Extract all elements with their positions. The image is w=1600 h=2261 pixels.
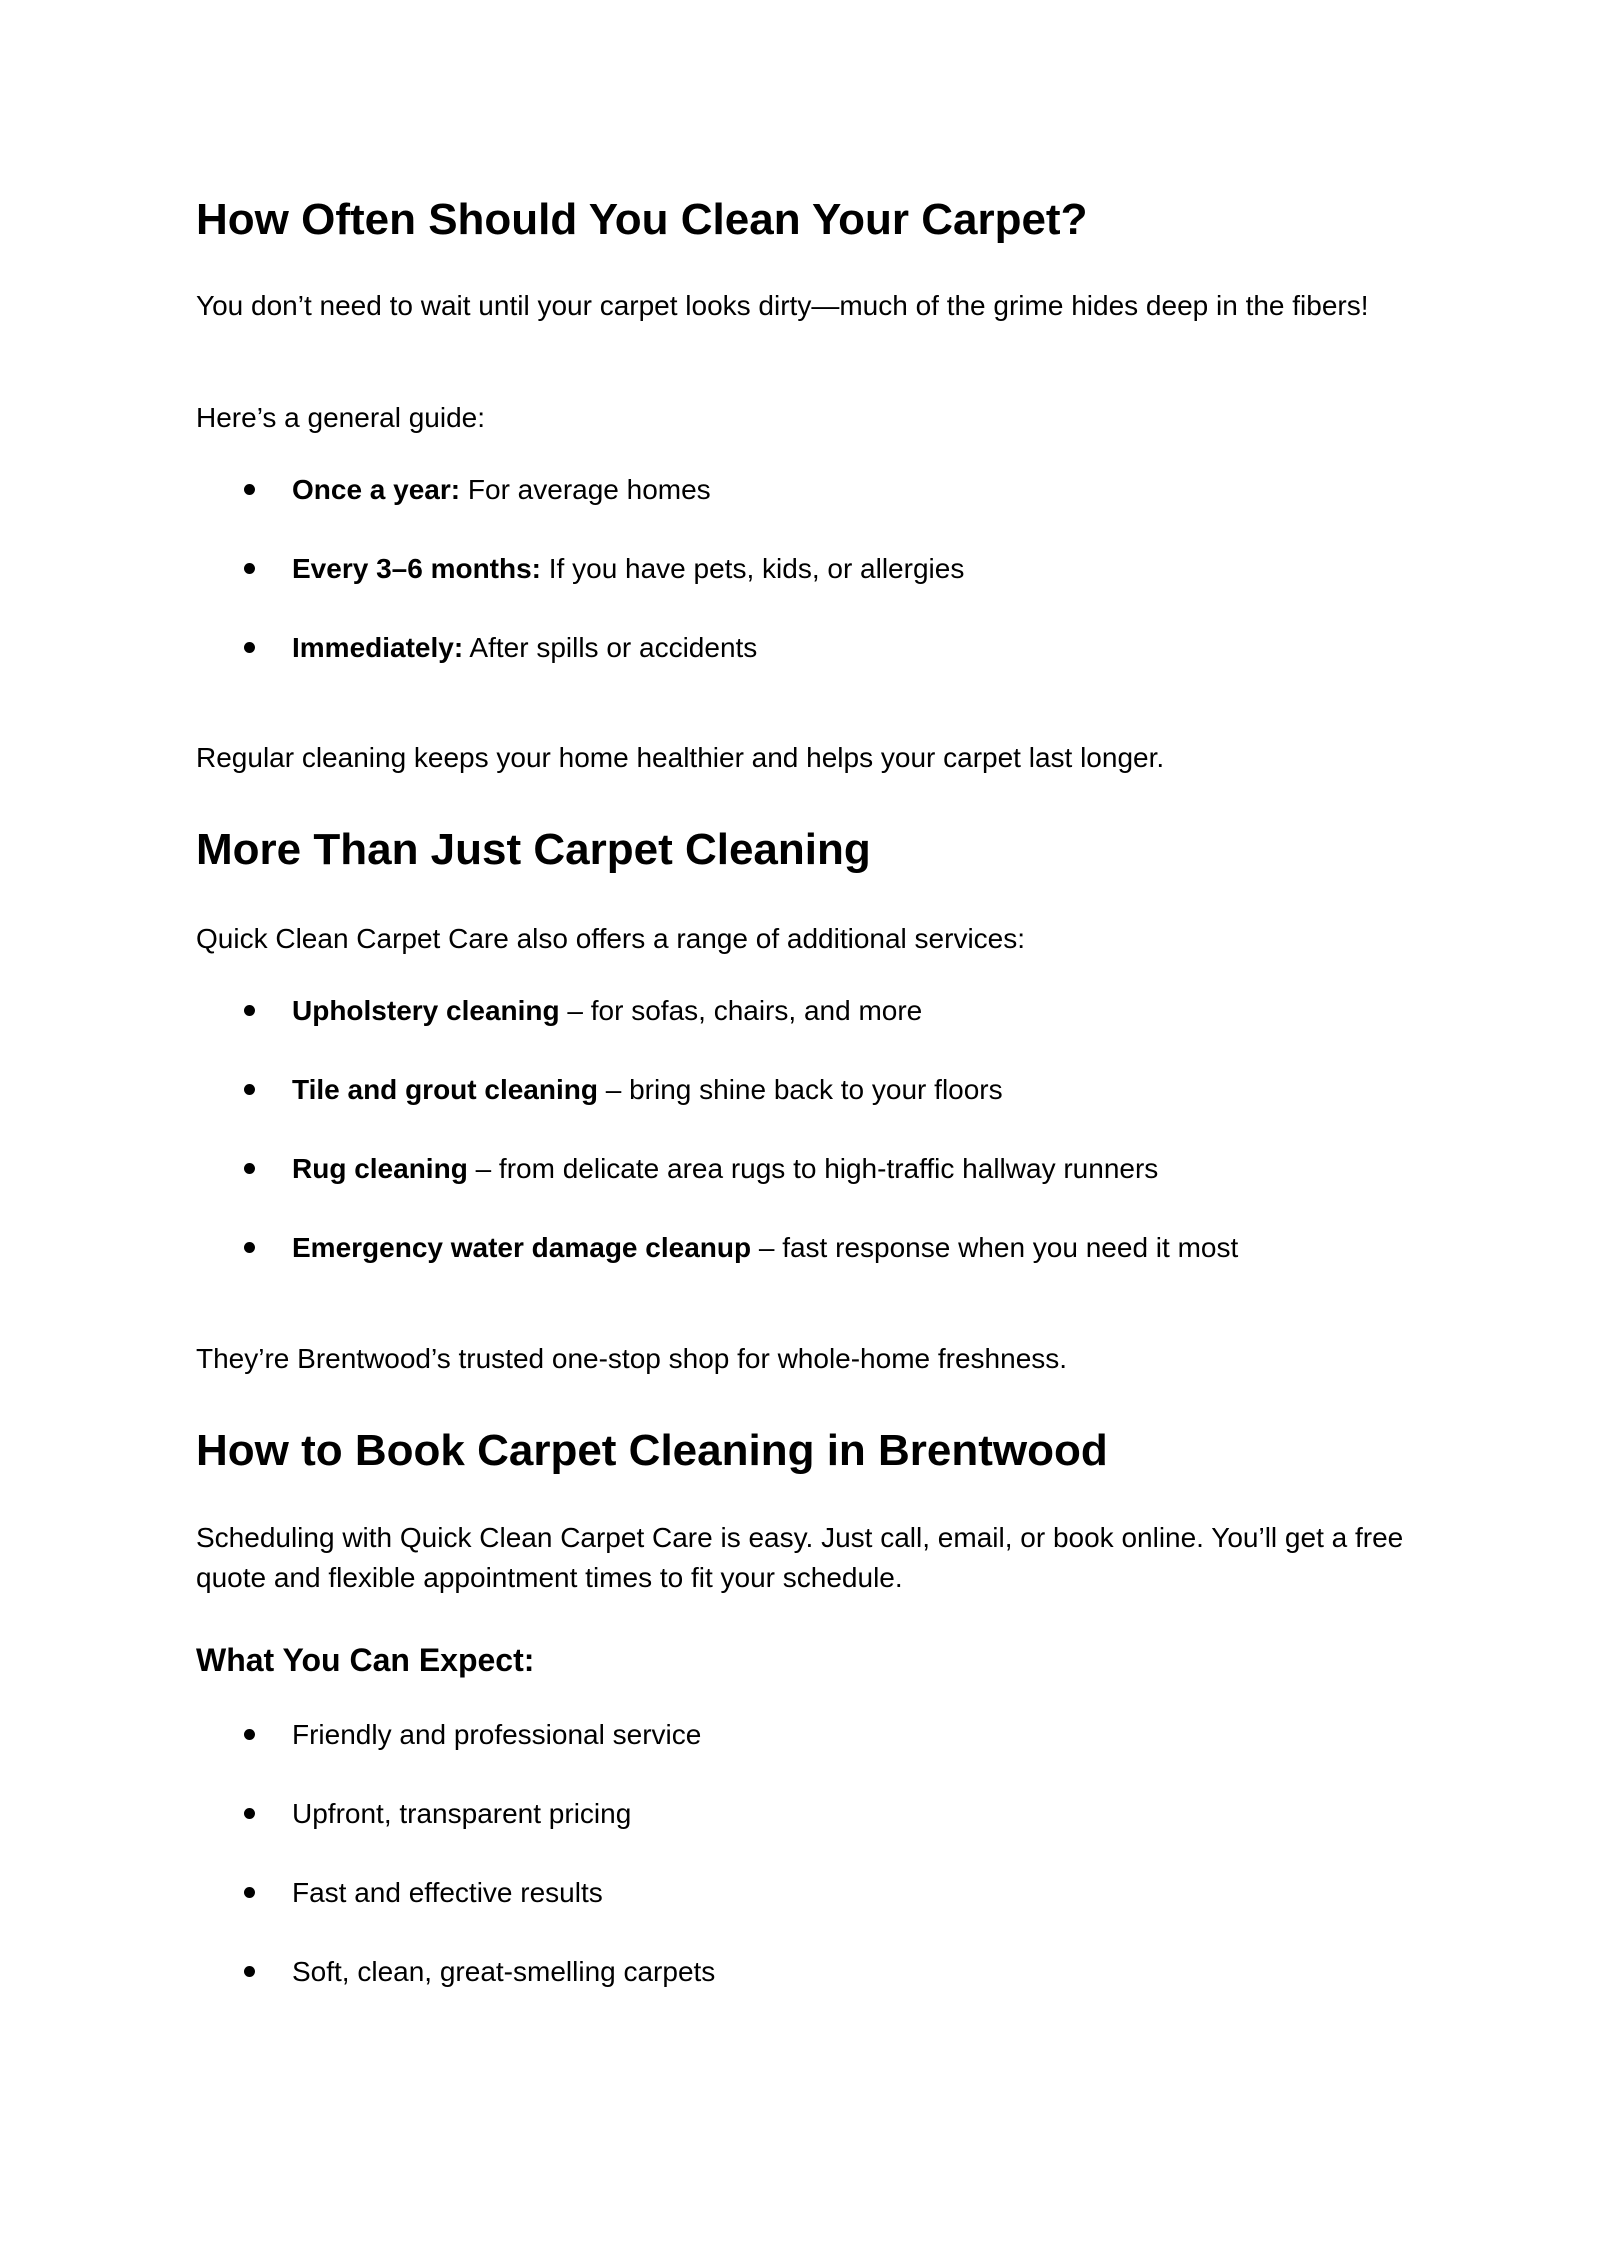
list-item-text: Rug cleaning – from delicate area rugs to high-traffic hallway runners (292, 1153, 1159, 1184)
paragraph-additional-services: Quick Clean Carpet Care also offers a range of additional services: (196, 923, 1026, 954)
paragraph-one-stop-shop: They’re Brentwood’s trusted one-stop shop for whole-home freshness. (196, 1343, 1068, 1374)
bullet-icon (244, 1163, 255, 1174)
bullet-icon (244, 1808, 255, 1819)
bullet-icon (244, 1887, 255, 1898)
heading-more-than-carpet: More Than Just Carpet Cleaning (196, 825, 871, 874)
bullet-icon (244, 1729, 255, 1740)
bullet-icon (244, 1084, 255, 1095)
paragraph-intro-dirty: You don’t need to wait until your carpet looks dirty—much of the grime hides deep in the fibers! (196, 290, 1369, 321)
bullet-icon (244, 1005, 255, 1016)
list-item-text: Tile and grout cleaning – bring shine back to your floors (292, 1074, 1003, 1105)
subheading-what-to-expect: What You Can Expect: (196, 1642, 535, 1678)
paragraph-guide-label: Here’s a general guide: (196, 402, 486, 433)
list-item-text: Immediately: After spills or accidents (292, 632, 758, 663)
list-item-text: Upfront, transparent pricing (292, 1798, 632, 1829)
bullet-icon (244, 642, 255, 653)
list-item-text: Soft, clean, great-smelling carpets (292, 1956, 716, 1987)
bullet-icon (244, 1966, 255, 1977)
list-item-text: Upholstery cleaning – for sofas, chairs, and more (292, 995, 923, 1026)
heading-how-often: How Often Should You Clean Your Carpet? (196, 195, 1088, 244)
list-item-text: Friendly and professional service (292, 1719, 702, 1750)
heading-how-to-book: How to Book Carpet Cleaning in Brentwood (196, 1426, 1108, 1475)
list-item-text: Once a year: For average homes (292, 474, 711, 505)
paragraph-regular-cleaning: Regular cleaning keeps your home healthier and helps your carpet last longer. (196, 742, 1165, 773)
list-item-text: Every 3–6 months: If you have pets, kids, or allergies (292, 553, 965, 584)
bullet-icon (244, 1242, 255, 1253)
bullet-icon (244, 484, 255, 495)
bullet-icon (244, 563, 255, 574)
list-item-text: Emergency water damage cleanup – fast response when you need it most (292, 1232, 1239, 1263)
list-item-text: Fast and effective results (292, 1877, 603, 1908)
paragraph-scheduling: Scheduling with Quick Clean Carpet Care is easy. Just call, email, or book online. You’ll get a free quote and flexible appointment times to fit your schedule. (196, 1522, 1404, 1593)
